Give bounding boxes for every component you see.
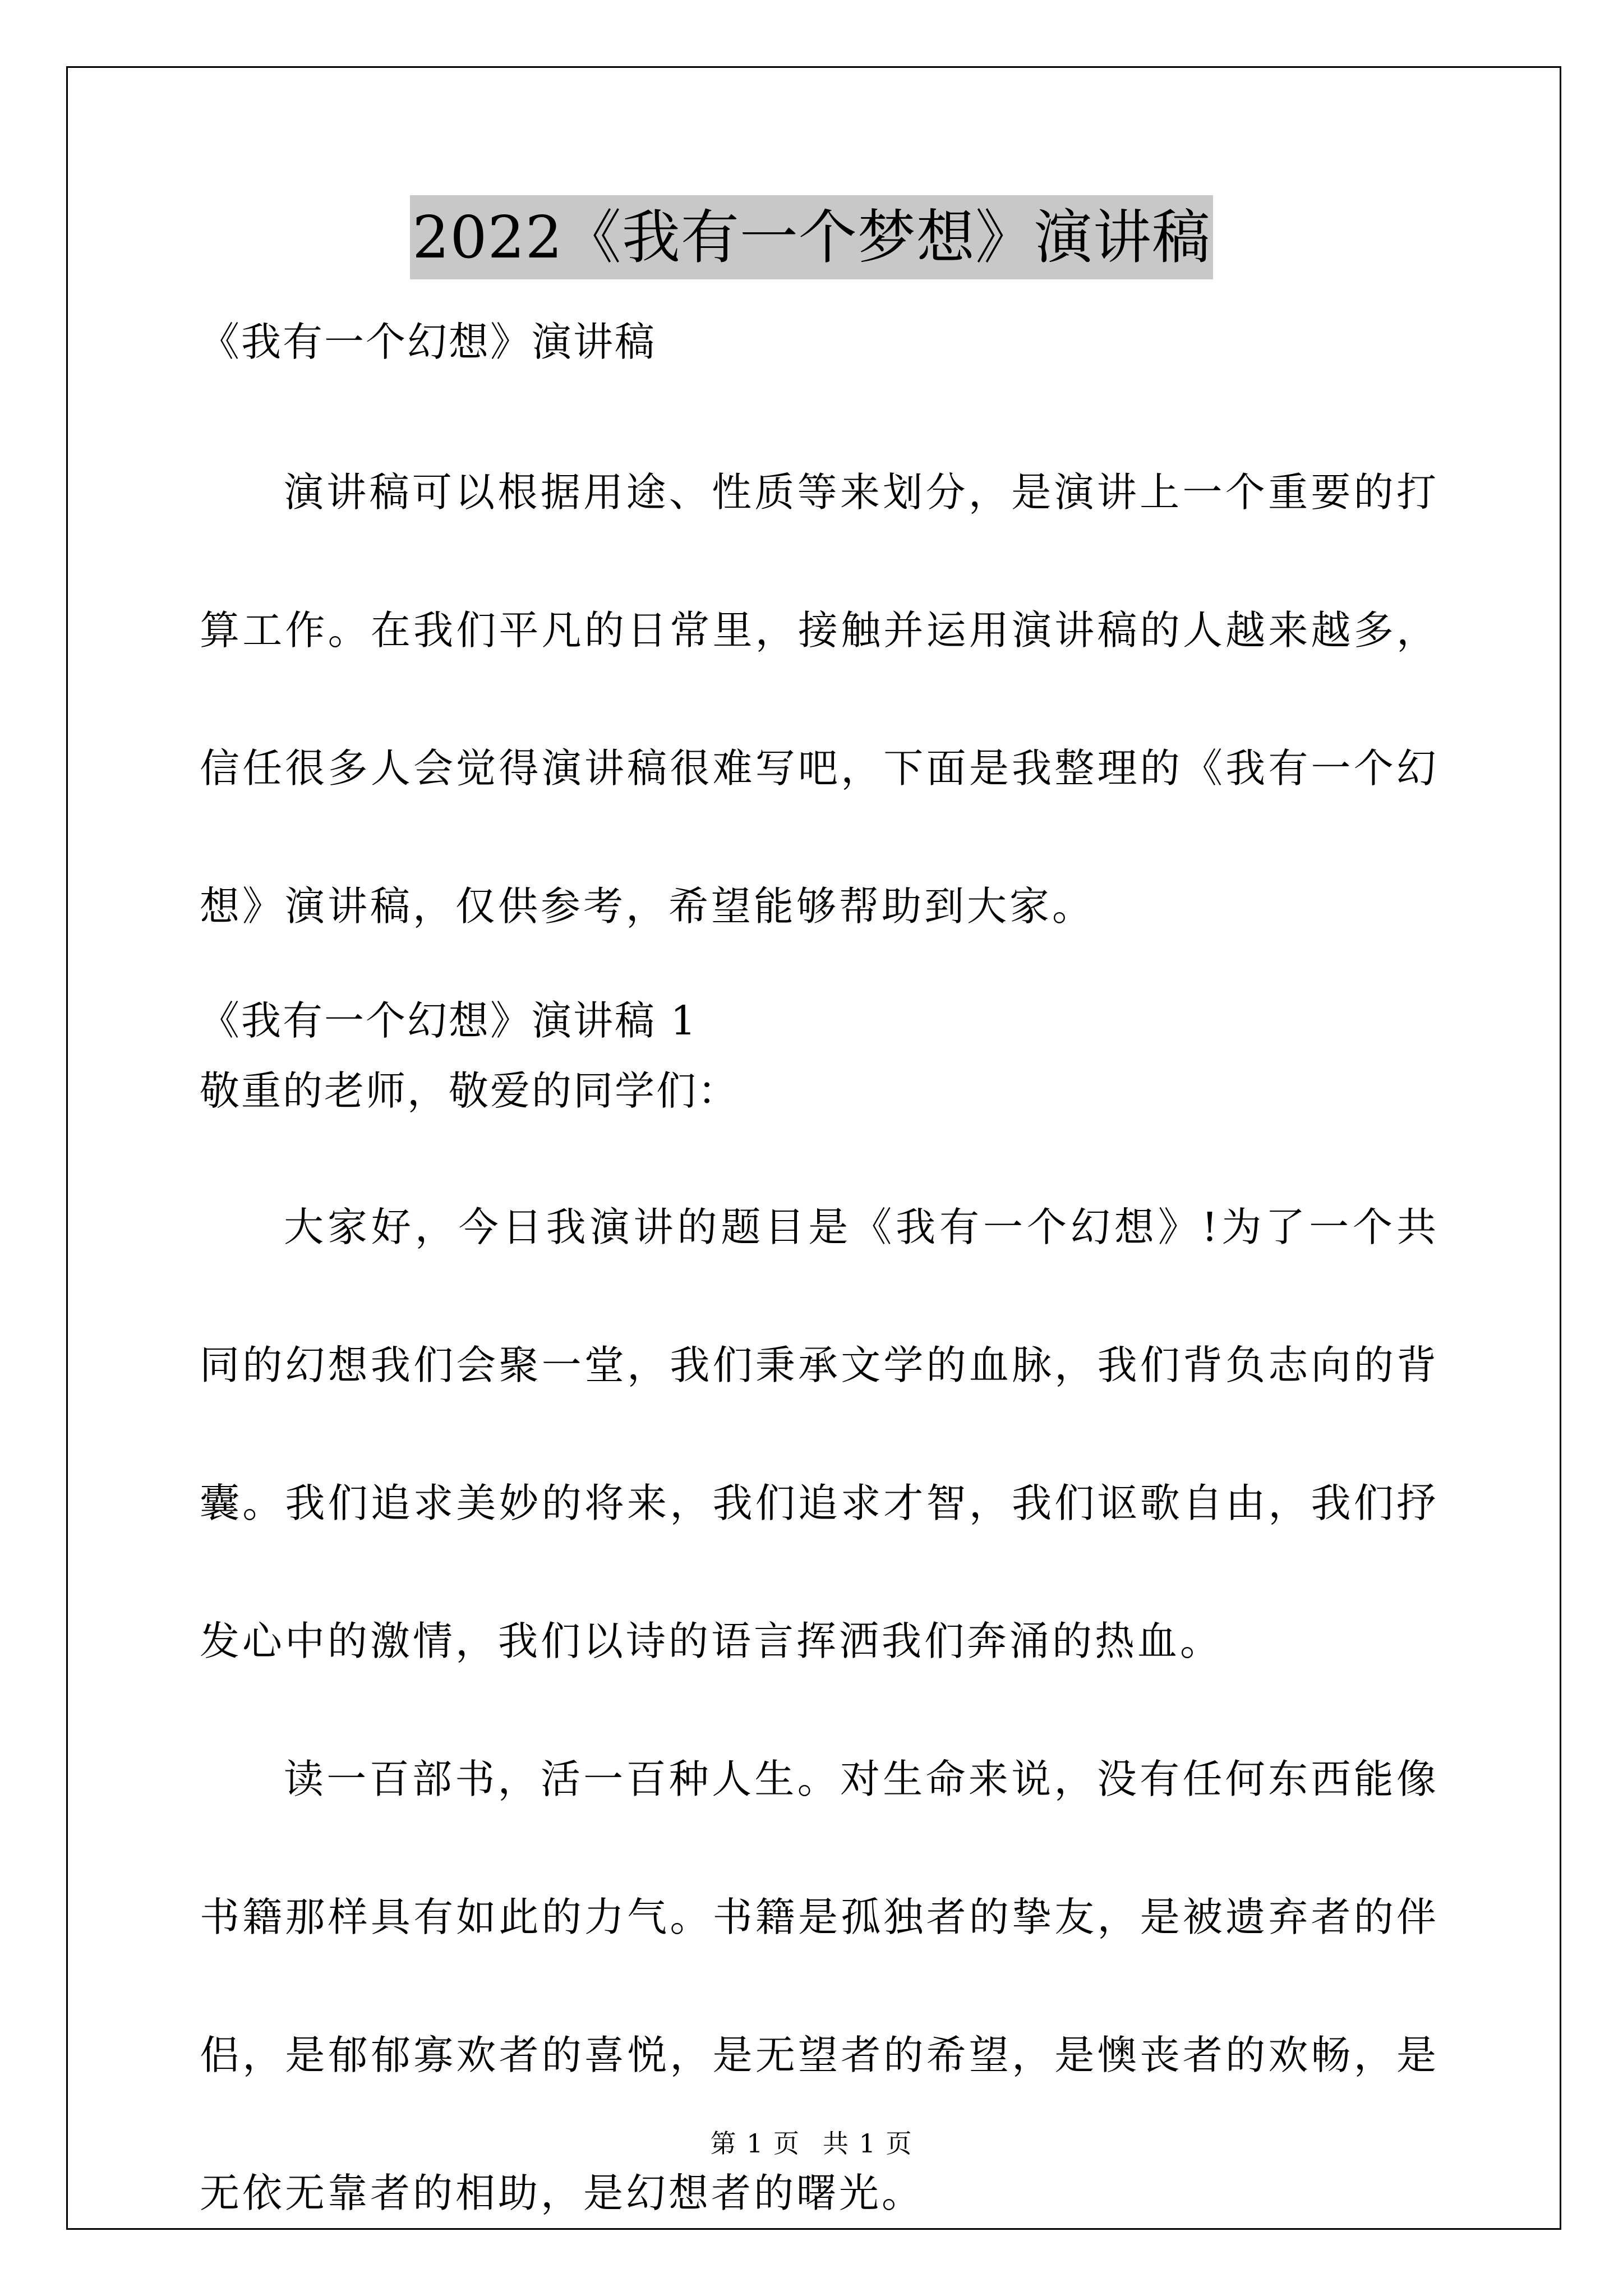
page-footer bbox=[0, 2123, 1623, 2160]
intro-paragraph: 演讲稿可以根据用途、性质等来划分，是演讲上一个重要的打算工作。在我们平凡的日常里，接触并运用演讲稿的人越来越多，信任很多人会觉得演讲稿很难写吧，下面是我整理的《我有一个幻想》演讲稿，仅供参考，希望能够帮助到大家。 bbox=[200, 469, 1439, 930]
page-number-current: 第 1 页 bbox=[710, 2128, 800, 2159]
document-title: 2022《我有一个梦想》演讲稿 bbox=[410, 195, 1213, 279]
speech-body bbox=[200, 1158, 1439, 2262]
intro-block bbox=[200, 424, 1439, 976]
section-heading: 《我有一个幻想》演讲稿 1 bbox=[200, 997, 698, 1044]
speech-paragraph-2: 读一百部书，活一百种人生。对生命来说，没有任何东西能像书籍那样具有如此的力气。书籍是孤独者的挚友，是被遗弃者的伴侣，是郁郁寡欢者的喜悦，是无望者的希望，是懊丧者的欢畅，是无依无靠者的相助，是幻想者的曙光。 bbox=[200, 1756, 1439, 2216]
subtitle: 《我有一个幻想》演讲稿 bbox=[200, 319, 657, 365]
speech-paragraph-1: 大家好，今日我演讲的题目是《我有一个幻想》!为了一个共同的幻想我们会聚一堂，我们秉承文学的血脉，我们背负志向的背囊。我们追求美妙的将来，我们追求才智，我们讴歌自由，我们抒发心中的激情，我们以诗的语言挥洒我们奔涌的热血。 bbox=[200, 1204, 1439, 1664]
page-number-total: 共 1 页 bbox=[823, 2128, 913, 2159]
greeting-line: 敬重的老师，敬爱的同学们： bbox=[200, 1068, 740, 1114]
title-container bbox=[0, 195, 1623, 279]
